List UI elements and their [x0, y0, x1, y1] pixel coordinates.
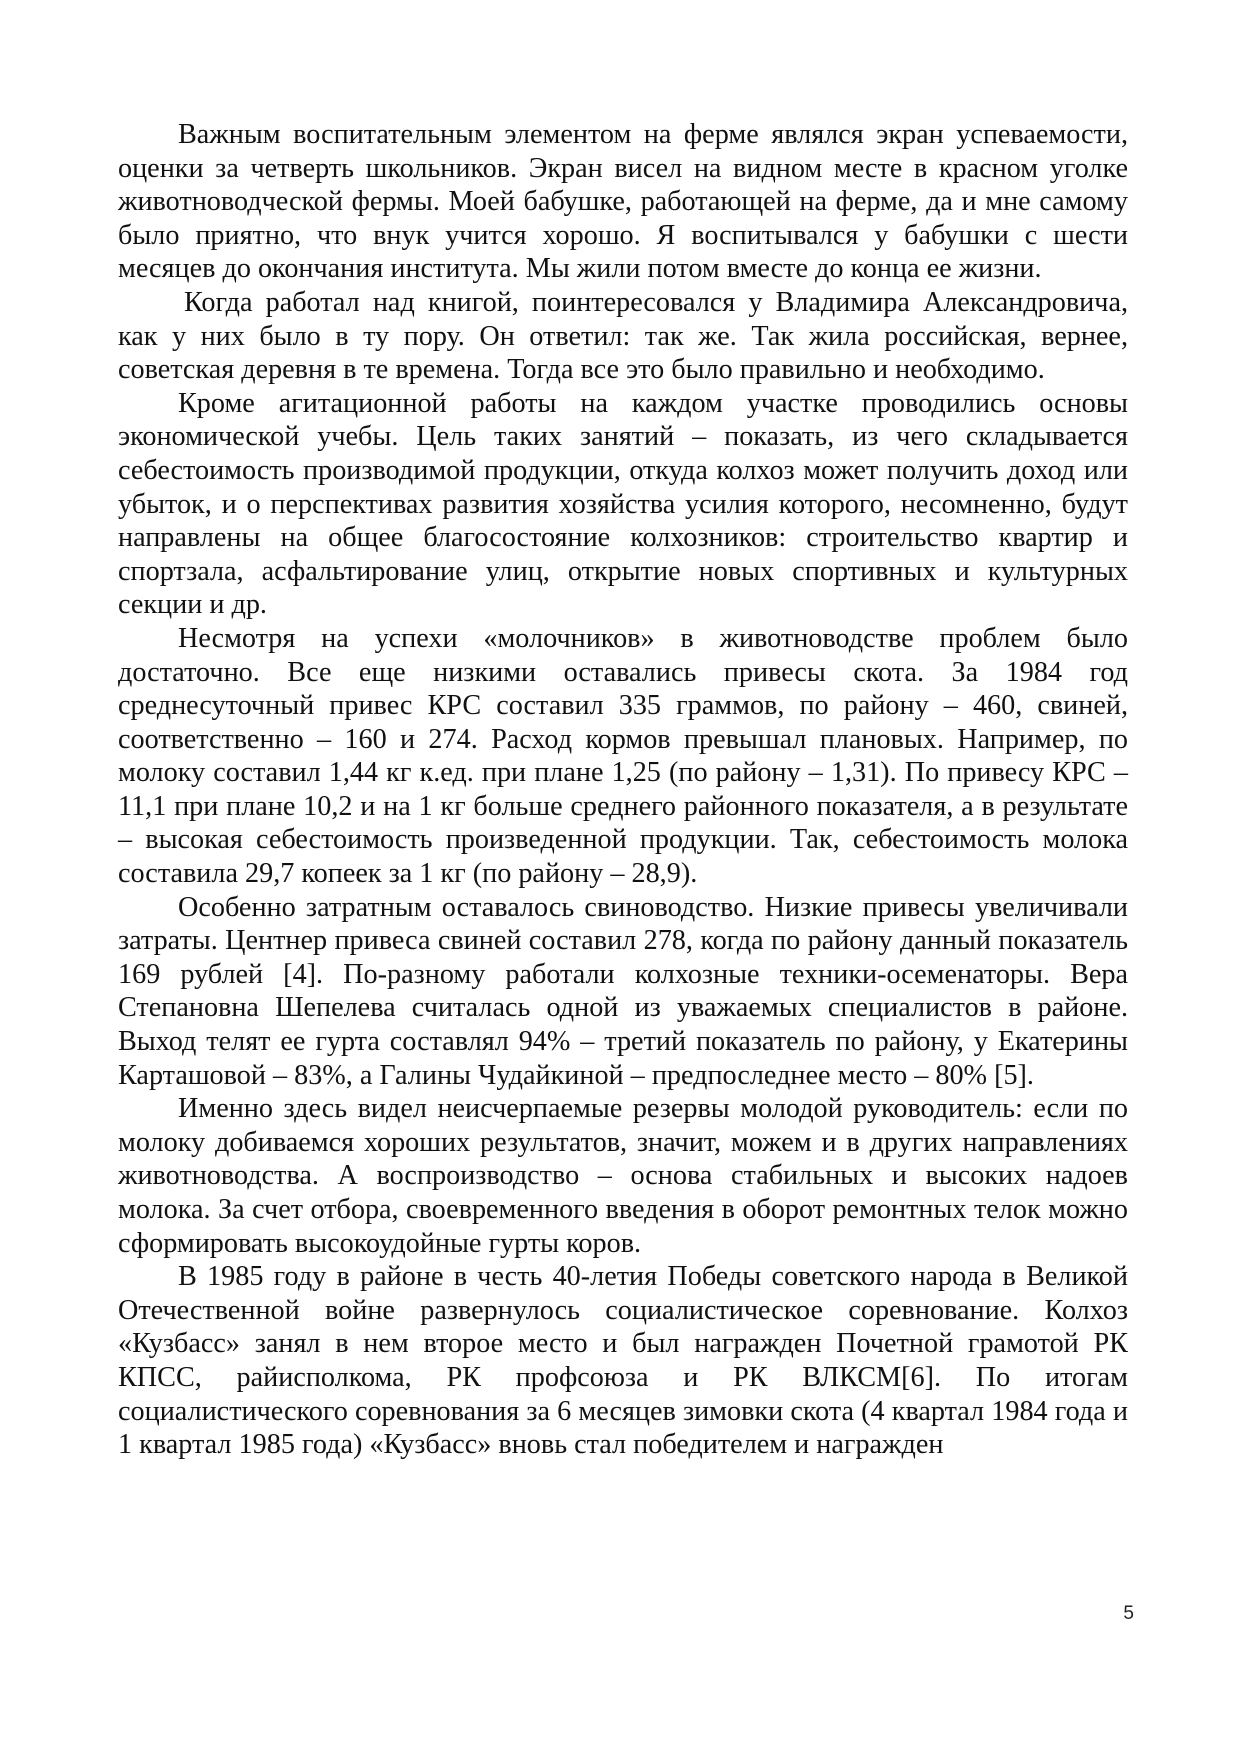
paragraph-1: Важным воспитательным элементом на ферме являлся экран успеваемости, оценки за четверть школьников. Экран висел на видном месте в красном уголке животноводческой фермы. Моей бабушке, работающей на ферме, да и мне самому было приятно, что внук учится хорошо. Я воспитывался у бабушки с шести месяцев до окончания института. Мы жили потом вместе до конца ее жизни. [118, 119, 1128, 285]
paragraph-3: Кроме агитационной работы на каждом участке проводились основы экономической учебы. Цель таких занятий – показать, из чего складывается себестоимость производимой продукции, откуда колхоз может получить доход или убыток, и о перспективах развития хозяйства усилия которого, несомненно, будут направлены на общее благосостояние колхозников: строительство квартир и спортзала, асфальтирование улиц, открытие новых спортивных и культурных секции и др. [118, 387, 1128, 621]
page-number: 5 [1123, 1603, 1134, 1624]
paragraph-6: Именно здесь видел неисчерпаемые резервы молодой руководитель: если по молоку добиваемся хороших результатов, значит, можем и в других направлениях животноводства. А воспроизводство – основа стабильных и высоких надоев молока. За счет отбора, своевременного введения в оборот ремонтных телок можно сформировать высокоудойные гурты коров. [118, 1093, 1128, 1259]
paragraph-4: Несмотря на успехи «молочников» в животноводстве проблем было достаточно. Все еще низкими оставались привесы скота. За 1984 год среднесуточный привес КРС составил 335 граммов, по району – 460, свиней, соответственно – 160 и 274. Расход кормов превышал плановых. Например, по молоку составил 1,44 кг к.ед. при плане 1,25 (по району – 1,31). По привесу КРС – 11,1 при плане 10,2 и на 1 кг больше среднего районного показателя, а в результате – высокая себестоимость произведенной продукции. Так, себестоимость молока составила 29,7 копеек за 1 кг (по району – 28,9). [118, 622, 1128, 890]
paragraph-2: Когда работал над книгой, поинтересовался у Владимира Александровича, как у них было в ту пору. Он ответил: так же. Так жила российская, вернее, советская деревня в те времена. Тогда все это было правильно и необходимо. [118, 286, 1128, 386]
body-text [118, 118, 1128, 1462]
paragraph-7: В 1985 году в районе в честь 40-летия Победы советского народа в Великой Отечественной войне развернулось социалистическое соревнование. Колхоз «Кузбасс» занял в нем второе место и был награжден Почетной грамотой РК КПСС, райисполкома, РК профсоюза и РК ВЛКСМ[6]. По итогам социалистического соревнования за 6 месяцев зимовки скота (4 квартал 1984 года и 1 квартал 1985 года) «Кузбасс» вновь стал победителем и награжден [118, 1261, 1128, 1461]
paragraph-5: Особенно затратным оставалось свиноводство. Низкие привесы увеличивали затраты. Центнер привеса свиней составил 278, когда по району данный показатель 169 рублей [4]. По-разному работали колхозные техники-осеменаторы. Вера Степановна Шепелева считалась одной из уважаемых специалистов в районе. Выход телят ее гурта составлял 94% – третий показатель по району, у Екатерины Карташовой – 83%, а Галины Чудайкиной – предпоследнее место – 80% [5]. [118, 891, 1128, 1091]
